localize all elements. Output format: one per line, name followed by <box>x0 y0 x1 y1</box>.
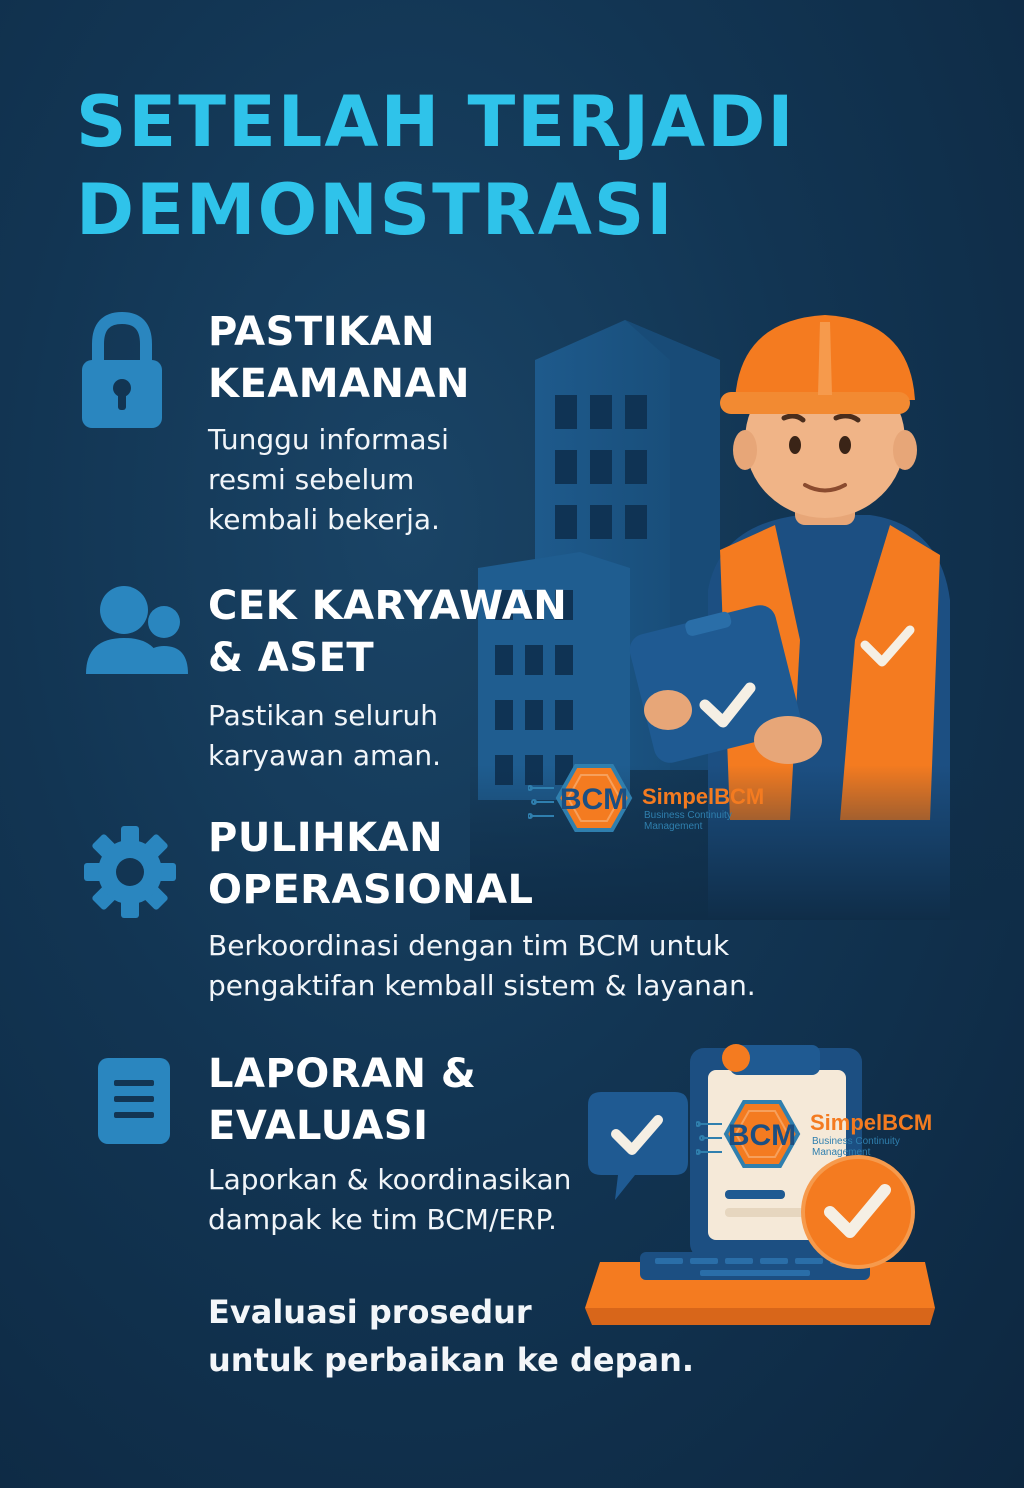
section-description-line: Laporkan & koordinasikan <box>208 1163 572 1196</box>
logo-mark: BCM <box>559 783 629 816</box>
logo-tagline <box>644 810 732 832</box>
logo-tagline-line-1: Business Continuity <box>644 810 732 821</box>
bcm-hexagon-icon <box>696 1094 816 1174</box>
bcm-hexagon-icon <box>528 758 648 838</box>
users-icon <box>84 582 190 678</box>
section-heading-line: OPERASIONAL <box>208 867 534 913</box>
section-description <box>208 420 449 540</box>
logo-tagline-line-1: Business Continuity <box>812 1136 900 1147</box>
simpelbcm-logo <box>528 758 798 838</box>
section-description-line: Berkoordinasi dengan tim BCM untuk <box>208 929 730 962</box>
section-heading <box>208 1048 476 1152</box>
lock-icon <box>80 312 164 430</box>
section-description <box>208 926 756 1006</box>
section-heading <box>208 580 567 684</box>
section-heading-line: CEK KARYAWAN <box>208 583 568 629</box>
section-description-line: resmi sebelum <box>208 463 415 496</box>
section-description <box>208 1160 571 1240</box>
section-heading-line: PASTIKAN <box>208 309 436 355</box>
logo-name: SimpelBCM <box>642 784 765 809</box>
closing-note <box>208 1288 694 1384</box>
section-heading <box>208 812 534 916</box>
closing-note-line: Evaluasi prosedur <box>208 1293 532 1331</box>
logo-tagline-line-2: Management <box>812 1147 871 1158</box>
document-icon <box>96 1056 172 1146</box>
section-description-line: pengaktifan kemball sistem & layanan. <box>208 969 756 1002</box>
page-title-line-2: DEMONSTRASI <box>76 169 675 251</box>
section-heading-line: EVALUASI <box>208 1103 429 1149</box>
section-heading-line: LAPORAN & <box>208 1051 477 1097</box>
logo-name: SimpelBCM <box>810 1110 933 1135</box>
logo-tagline-line-2: Management <box>644 821 703 832</box>
closing-note-line: untuk perbaikan ke depan. <box>208 1341 695 1379</box>
section-description-line: Pastikan seluruh <box>208 699 439 732</box>
simpelbcm-logo-secondary <box>696 1094 966 1174</box>
section-description-line: karyawan aman. <box>208 739 442 772</box>
section-heading-line: & ASET <box>208 635 375 681</box>
section-description-line: kembali bekerja. <box>208 503 440 536</box>
section-heading <box>208 306 470 410</box>
logo-tagline <box>812 1136 900 1158</box>
section-heading-line: KEAMANAN <box>208 361 470 407</box>
section-description-line: dampak ke tim BCM/ERP. <box>208 1203 557 1236</box>
section-description <box>208 696 441 776</box>
page-title-line-1: SETELAH TERJADI <box>76 81 796 163</box>
page-title <box>76 78 976 254</box>
section-heading-line: PULIHKAN <box>208 815 444 861</box>
section-description-line: Tunggu informasi <box>208 423 449 456</box>
gear-icon <box>82 824 178 920</box>
logo-mark: BCM <box>727 1119 797 1152</box>
